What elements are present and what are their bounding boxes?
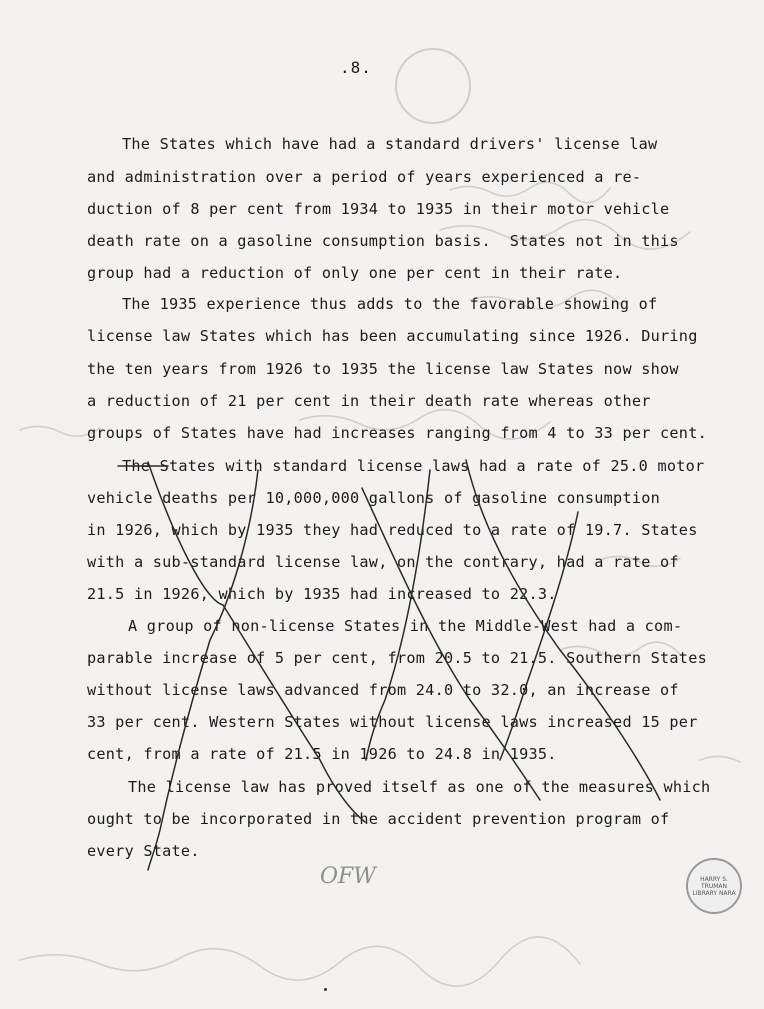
text-line: The license law has proved itself as one of the measures which bbox=[128, 778, 711, 796]
text-line: duction of 8 per cent from 1934 to 1935 in their motor vehicle bbox=[87, 200, 670, 218]
text-line: death rate on a gasoline consumption basis. States not in this bbox=[87, 232, 679, 250]
library-stamp bbox=[686, 858, 742, 914]
text-line: license law States which has been accumulating since 1926. During bbox=[87, 327, 698, 345]
text-line: vehicle deaths per 10,000,000 gallons of gasoline consumption bbox=[87, 489, 661, 507]
text-line: group had a reduction of only one per cent in their rate. bbox=[87, 264, 623, 282]
text-line: groups of States have had increases ranging from 4 to 33 per cent. bbox=[87, 424, 707, 442]
text-line: in 1926, which by 1935 they had reduced to a rate of 19.7. States bbox=[87, 521, 698, 539]
text-line: The States with standard license laws had a rate of 25.0 motor bbox=[122, 457, 705, 475]
text-line: every State. bbox=[87, 842, 200, 860]
text-line: The States which have had a standard drivers' license law bbox=[122, 135, 658, 153]
text-line: and administration over a period of years experienced a re- bbox=[87, 168, 642, 186]
text-line: cent, from a rate of 21.5 in 1926 to 24.8 in 1935. bbox=[87, 745, 557, 763]
text-line: ought to be incorporated in the accident prevention program of bbox=[87, 810, 670, 828]
text-line: with a sub-standard license law, on the contrary, had a rate of bbox=[87, 553, 679, 571]
text-line: without license laws advanced from 24.0 to 32.0, an increase of bbox=[87, 681, 679, 699]
text-line: the ten years from 1926 to 1935 the license law States now show bbox=[87, 360, 679, 378]
dot-mark bbox=[324, 988, 327, 991]
text-line: parable increase of 5 per cent, from 20.5 to 21.5. Southern States bbox=[87, 649, 707, 667]
page-number: .8. bbox=[340, 58, 372, 77]
handwritten-initials: OFW bbox=[320, 864, 376, 889]
text-line: The 1935 experience thus adds to the favorable showing of bbox=[122, 295, 658, 313]
text-line: A group of non-license States in the Middle-West had a com- bbox=[128, 617, 683, 635]
text-line: 33 per cent. Western States without license laws increased 15 per bbox=[87, 713, 698, 731]
text-line: 21.5 in 1926, which by 1935 had increased to 22.3. bbox=[87, 585, 557, 603]
stamp-label: HARRY S. TRUMAN LIBRARY NARA bbox=[692, 875, 736, 897]
text-line: a reduction of 21 per cent in their death rate whereas other bbox=[87, 392, 651, 410]
